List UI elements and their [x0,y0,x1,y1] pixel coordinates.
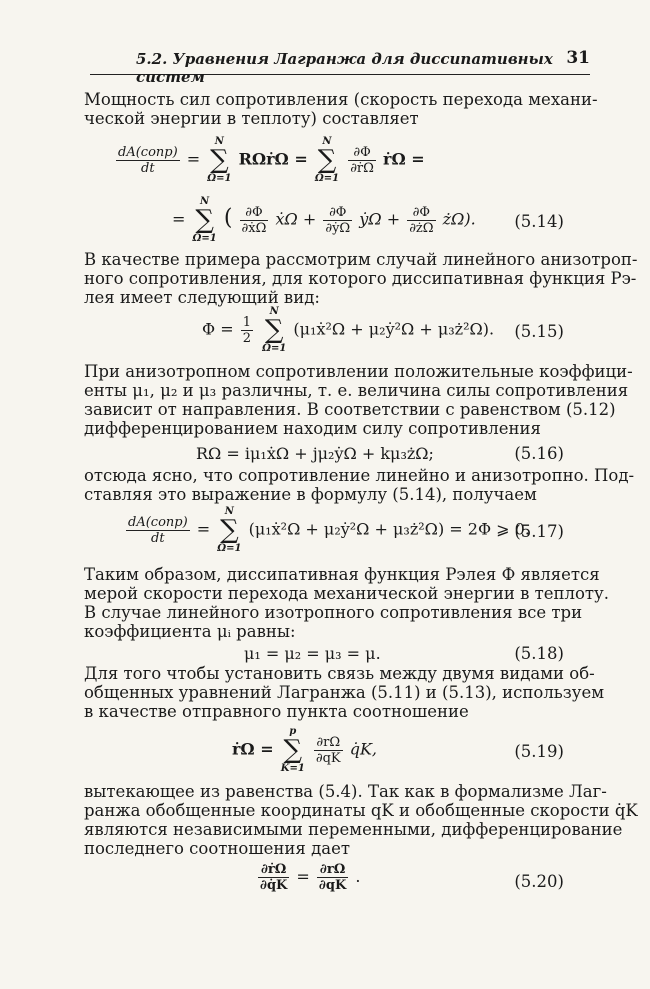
text-line: ного сопротивления, для которого диссипативная функция Рэ- [84,269,637,288]
equation-5-14-line2: = N ∑ Ω=1 ( $\frac{\partial\Phi}{\text{∂ẋΩ}}$ ẋΩ + $\frac{\partial\Phi}{\text{∂ẏΩ}}$ ẏΩ + $\frac{\partial\Phi}{\partial ż\Omega}$ żΩ). (5.14) [172,196,564,244]
text-line: мерой скорости перехода механической энергии в теплоту. [84,584,610,603]
fraction: $\frac{\text{dA(сопр)}}{dt}$ [118,144,178,176]
fraction: $\frac{\partial\Phi}{\partial ż\Omega}$ [409,204,434,236]
fraction: $\frac{\text{∂ṙΩ}}{\partial q̇K}$ [260,862,288,893]
equation-5-16: RΩ = iμ₁ẋΩ + jμ₂ẏΩ + kμ₃żΩ; (5.16) [196,444,564,463]
fraction: $\frac{\text{dA(сопр)}}{dt}$ [128,514,188,546]
equation-number: (5.18) [514,644,564,663]
paragraph-1 [84,90,598,128]
sum-symbol: p ∑ K=1 [280,726,305,774]
section-title: 5.2. Уравнения Лагранжа для диссипативных систем [136,50,553,86]
running-header [90,46,590,86]
paragraph-6 [84,603,583,641]
paragraph-3 [84,362,633,438]
paragraph-7 [84,664,605,721]
text-line: Таким образом, диссипативная функция Рэлея Ф является [84,565,600,584]
text-line: ранжа обобщенные координаты qK и обобщенные скорости q̇K [84,801,638,820]
equation-5-14-line1: $\frac{\text{dA(сопр)}}{dt}$ = N ∑ Ω=1 RΩṙΩ = N ∑ Ω=1 $\frac{\partial\Phi}{\text{∂ṙΩ}}$ ṙΩ = [118,136,425,184]
text-line: отсюда ясно, что сопротивление линейно и анизотропно. Под- [84,466,635,485]
equation-number: (5.14) [514,212,564,231]
paragraph-8 [84,782,638,858]
equation-number: (5.15) [514,322,564,341]
page-number: 31 [566,48,590,68]
text-line: дифференцированием находим силу сопротивления [84,419,541,438]
text-line: ческой энергии в теплоту) составляет [84,109,419,128]
equation-number: (5.16) [514,444,564,463]
text-line: В качестве примера рассмотрим случай линейного анизотроп- [84,250,638,269]
text-line: последнего соотношения дает [84,839,350,858]
equation-5-20: $\frac{\text{∂ṙΩ}}{\partial q̇K}$ = $\frac{\partial r\Omega}{\partial qK}$ . (5.20) [260,862,564,893]
equation-5-19: ṙΩ = p ∑ K=1 $\frac{\partial r\Omega}{\partial qK}$ q̇K, (5.19) [232,726,564,774]
text-line: зависит от направления. В соответствии с равенством (5.12) [84,400,616,419]
equation-number: (5.17) [514,522,564,541]
sum-symbol: N ∑ Ω=1 [217,506,242,554]
text-line: В случае линейного изотропного сопротивления все три [84,603,583,622]
text-line: енты μ₁, μ₂ и μ₃ различны, т. е. величина силы сопротивления [84,381,629,400]
text-line: лея имеет следующий вид: [84,288,320,307]
text-line: ставляя это выражение в формулу (5.14), получаем [84,485,537,504]
text-line: При анизотропном сопротивлении положительные коэффици- [84,362,633,381]
equation-5-15: Φ = $\frac{1}{2}$ N ∑ Ω=1 (μ₁ẋ²Ω + μ₂ẏ²Ω + μ₃ż²Ω). (5.15) [202,306,564,354]
text-line: Мощность сил сопротивления (скорость перехода механи- [84,90,598,109]
text-line: Для того чтобы установить связь между двумя видами об- [84,664,595,683]
fraction: $\frac{\partial\Phi}{\text{∂ẋΩ}}$ [241,204,267,236]
equation-5-17: $\frac{\text{dA(сопр)}}{dt}$ = N ∑ Ω=1 (μ₁ẋ²Ω + μ₂ẏ²Ω + μ₃ż²Ω) = 2Φ ⩾ 0. (5.17) [128,506,564,554]
text-line: являются независимыми переменными, дифференцирование [84,820,623,839]
fraction: $\frac{\partial r\Omega}{\partial qK}$ [318,862,347,893]
paragraph-2 [84,250,638,307]
equation-number: (5.20) [514,872,564,891]
sum-symbol: N ∑ Ω=1 [262,306,287,354]
text-line: вытекающее из равенства (5.4). Так как в формализме Лаг- [84,782,607,801]
text-line: коэффициента μᵢ равны: [84,622,296,641]
sum-symbol: N ∑ Ω=1 [314,136,340,184]
fraction: $\frac{\partial\Phi}{\text{∂ẏΩ}}$ [325,204,351,236]
text-line: общенных уравнений Лагранжа (5.11) и (5.13), используем [84,683,605,702]
text-line: в качестве отправного пункта соотношение [84,702,469,721]
equation-number: (5.19) [514,742,564,761]
fraction: $\frac{1}{2}$ [242,314,251,346]
sum-symbol: N ∑ Ω=1 [207,136,232,184]
fraction: $\frac{\partial r\Omega}{\partial qK}$ [315,734,341,766]
paragraph-5 [84,565,610,603]
equation-5-18: μ₁ = μ₂ = μ₃ = μ. (5.18) [244,644,564,663]
sum-symbol: N ∑ Ω=1 [192,196,217,244]
fraction: $\frac{\partial\Phi}{\text{∂ṙΩ}}$ [350,144,374,176]
paragraph-4 [84,466,635,504]
